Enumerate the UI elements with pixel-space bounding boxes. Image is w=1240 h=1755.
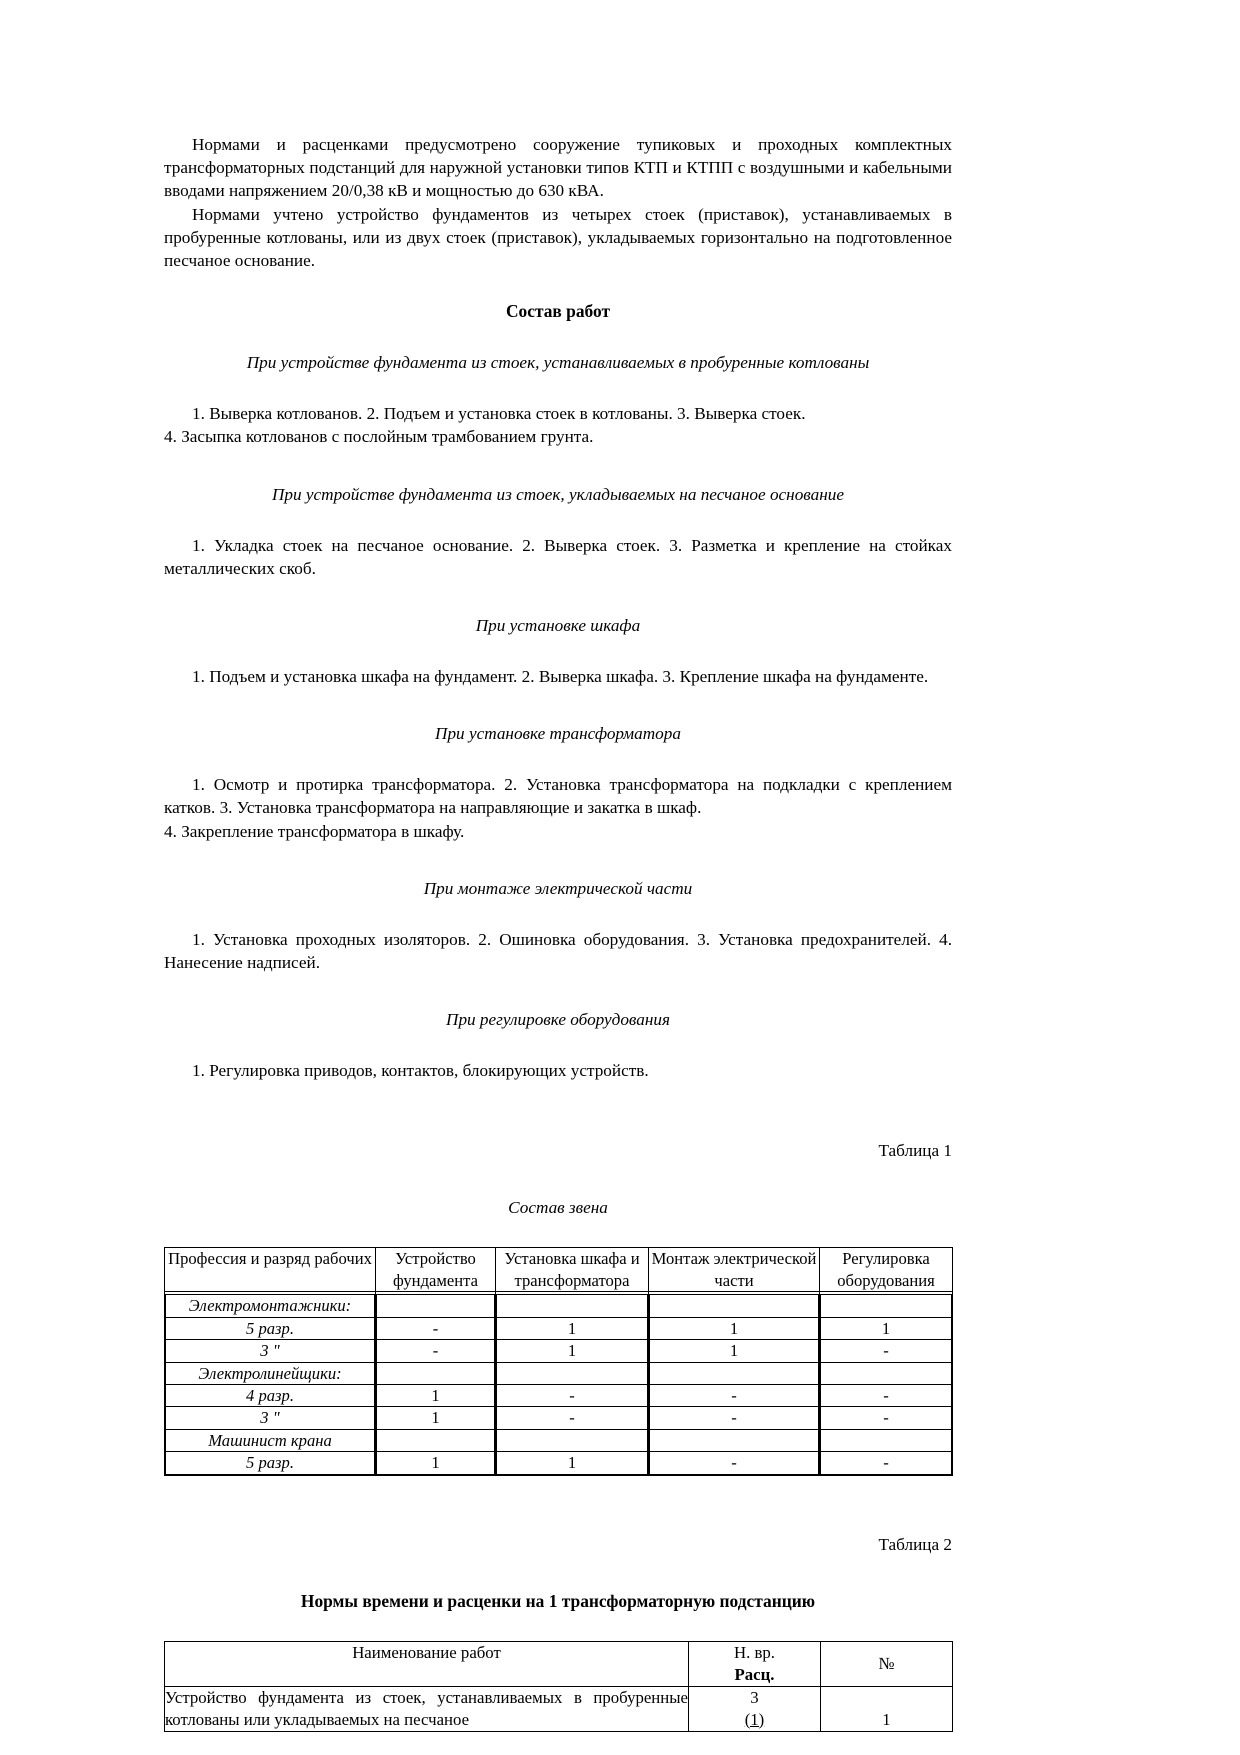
spacer-cell bbox=[497, 1295, 648, 1317]
table-header-row bbox=[165, 1641, 953, 1686]
table2-header-number: № bbox=[821, 1641, 953, 1686]
table-row bbox=[165, 1292, 953, 1475]
spacer bbox=[164, 900, 952, 928]
value-list bbox=[496, 1294, 648, 1474]
value-cell: 1 bbox=[497, 1452, 648, 1474]
value-cell: - bbox=[377, 1317, 495, 1339]
section-title-electrical-assembly: При монтаже электрической части bbox=[423, 878, 693, 898]
list-item bbox=[377, 1452, 495, 1474]
spacer-cell bbox=[377, 1362, 495, 1384]
works-composition-heading: Состав работ bbox=[505, 301, 610, 322]
list-item bbox=[650, 1295, 819, 1317]
list-item bbox=[377, 1429, 495, 1451]
spacer bbox=[164, 745, 952, 773]
profession-list bbox=[165, 1294, 375, 1474]
rank-label: 4 разр. bbox=[166, 1385, 375, 1407]
table-row bbox=[165, 1686, 953, 1731]
table1-header-adjustment: Регулировка оборудования bbox=[820, 1248, 953, 1292]
spacer bbox=[164, 843, 952, 877]
spacer-cell bbox=[821, 1429, 952, 1451]
value-cell: 1 bbox=[821, 1317, 952, 1339]
list-item bbox=[650, 1317, 819, 1339]
spacer bbox=[164, 1082, 952, 1116]
crew-composition-table bbox=[164, 1247, 953, 1475]
spacer bbox=[164, 1613, 952, 1641]
list-item bbox=[166, 1295, 375, 1317]
table2-header-work-name: Наименование работ bbox=[165, 1641, 689, 1686]
spacer bbox=[164, 1556, 952, 1590]
table1-label: Таблица 1 bbox=[878, 1141, 952, 1161]
norm-value: 3 bbox=[750, 1687, 759, 1707]
spacer-cell bbox=[821, 1295, 952, 1317]
value-cell: 1 bbox=[377, 1452, 495, 1474]
value-cell: - bbox=[650, 1385, 819, 1407]
section-line: 1. Выверка котлованов. 2. Подъем и установка стоек в котлованы. 3. Выверка стоек. bbox=[192, 404, 806, 424]
spacer bbox=[164, 374, 952, 402]
spacer bbox=[164, 272, 952, 300]
price-label: Расц. bbox=[734, 1664, 775, 1684]
spacer-cell bbox=[497, 1429, 648, 1451]
spacer bbox=[164, 1116, 952, 1139]
time-norms-table bbox=[164, 1641, 953, 1732]
list-item bbox=[166, 1385, 375, 1407]
spacer bbox=[164, 580, 952, 614]
list-item bbox=[821, 1295, 952, 1317]
table2-row-number: 1 bbox=[821, 1686, 953, 1731]
list-item bbox=[650, 1385, 819, 1407]
spacer-cell bbox=[650, 1362, 819, 1384]
spacer bbox=[164, 1219, 952, 1247]
list-item bbox=[166, 1429, 375, 1451]
price-value: (1) bbox=[744, 1709, 765, 1729]
document-page bbox=[164, 0, 952, 1732]
value-list bbox=[649, 1294, 819, 1474]
list-item bbox=[821, 1429, 952, 1451]
value-cell: 1 bbox=[650, 1340, 819, 1362]
list-item bbox=[650, 1340, 819, 1362]
section-line: 1. Установка проходных изоляторов. 2. Ошиновка оборудования. 3. Установка предохранителей. 4. Нанесение надписей. bbox=[164, 929, 952, 973]
section-line: 1. Подъем и установка шкафа на фундамент. 2. Выверка шкафа. 3. Крепление шкафа на фундаменте. bbox=[192, 667, 929, 687]
list-item bbox=[166, 1362, 375, 1384]
value-cell: 1 bbox=[377, 1407, 495, 1429]
table1-caption: Состав звена bbox=[508, 1198, 608, 1218]
value-cell: - bbox=[377, 1340, 495, 1362]
list-item bbox=[497, 1317, 648, 1339]
list-item bbox=[377, 1317, 495, 1339]
table1-foundation-column bbox=[376, 1292, 496, 1475]
list-item bbox=[377, 1340, 495, 1362]
list-item bbox=[650, 1429, 819, 1451]
value-cell: 1 bbox=[497, 1317, 648, 1339]
value-cell: 1 bbox=[497, 1340, 648, 1362]
table1-cabinet-transformer-column bbox=[496, 1292, 649, 1475]
spacer bbox=[164, 1031, 952, 1059]
value-cell: - bbox=[821, 1452, 952, 1474]
table2-norm-price-value bbox=[689, 1686, 821, 1731]
value-cell: - bbox=[650, 1452, 819, 1474]
list-item bbox=[497, 1362, 648, 1384]
table1-adjustment-column bbox=[820, 1292, 953, 1475]
spacer bbox=[164, 1476, 952, 1510]
value-list bbox=[820, 1294, 952, 1474]
spacer bbox=[164, 688, 952, 722]
list-item bbox=[821, 1317, 952, 1339]
value-cell: 1 bbox=[650, 1317, 819, 1339]
list-item bbox=[377, 1407, 495, 1429]
rank-label: 5 разр. bbox=[166, 1452, 375, 1474]
list-item bbox=[377, 1362, 495, 1384]
spacer-cell bbox=[497, 1362, 648, 1384]
spacer bbox=[164, 1162, 952, 1196]
list-item bbox=[166, 1317, 375, 1339]
list-item bbox=[497, 1452, 648, 1474]
list-item bbox=[377, 1295, 495, 1317]
list-item bbox=[821, 1362, 952, 1384]
section-line: 1. Укладка стоек на песчаное основание. 2. Выверка стоек. 3. Разметка и крепление на стойках металлических скоб. bbox=[164, 535, 952, 578]
table1-header-electrical: Монтаж электрической части bbox=[649, 1248, 820, 1292]
section-line: 1. Осмотр и протирка трансформатора. 2. Установка трансформатора на подкладки с креплением катков. 3. Установка трансформатора на направляющие и закатка в шкаф. bbox=[164, 775, 952, 818]
value-cell: - bbox=[821, 1407, 952, 1429]
list-item bbox=[497, 1407, 648, 1429]
list-item bbox=[166, 1407, 375, 1429]
rank-label: 3 " bbox=[166, 1407, 375, 1429]
list-item bbox=[650, 1407, 819, 1429]
value-cell: - bbox=[821, 1340, 952, 1362]
list-item bbox=[650, 1452, 819, 1474]
table-header-row bbox=[165, 1248, 953, 1292]
rank-label: 5 разр. bbox=[166, 1317, 375, 1339]
list-item bbox=[166, 1340, 375, 1362]
list-item bbox=[650, 1362, 819, 1384]
table1-header-profession: Профессия и разряд рабочих bbox=[165, 1248, 376, 1292]
list-item bbox=[821, 1407, 952, 1429]
list-item bbox=[821, 1452, 952, 1474]
table2-label: Таблица 2 bbox=[878, 1534, 952, 1554]
section-title-equipment-adjustment: При регулировке оборудования bbox=[446, 1010, 670, 1030]
intro-paragraph-1: Нормами и расценками предусмотрено сооружение тупиковых и проходных комплектных трансформаторных подстанций для наружной установки типов КТП и КТПП с воздушными и кабельными вводами напряжением 20/0,38 кВ и мощностью до 630 кВА. bbox=[164, 135, 952, 201]
spacer-cell bbox=[650, 1295, 819, 1317]
group-label: Электролинейщики: bbox=[166, 1362, 375, 1384]
section-title-foundation-drilled: При устройстве фундамента из стоек, устанавливаемых в пробуренные котлованы bbox=[246, 353, 870, 373]
table2-work-name: Устройство фундамента из стоек, устанавливаемых в пробуренные котлованы или укладываемых на песчаное bbox=[165, 1686, 689, 1731]
section-line: 1. Регулировка приводов, контактов, блокирующих устройств. bbox=[192, 1061, 649, 1081]
list-item bbox=[821, 1385, 952, 1407]
spacer bbox=[164, 637, 952, 665]
list-item bbox=[821, 1340, 952, 1362]
rank-label: 3 " bbox=[166, 1340, 375, 1362]
table2-header-norm-price bbox=[689, 1641, 821, 1686]
section-title-transformer-install: При установке трансформатора bbox=[435, 724, 681, 744]
list-item bbox=[497, 1295, 648, 1317]
group-label: Машинист крана bbox=[166, 1429, 375, 1451]
spacer-cell bbox=[377, 1429, 495, 1451]
list-item bbox=[377, 1385, 495, 1407]
table1-header-foundation: Устройство фундамента bbox=[376, 1248, 496, 1292]
section-line: 4. Засыпка котлованов с послойным трамбованием грунта. bbox=[164, 427, 594, 447]
section-title-foundation-sand: При устройстве фундамента из стоек, укладываемых на песчаное основание bbox=[272, 484, 844, 504]
table2-caption: Нормы времени и расценки на 1 трансформаторную подстанцию bbox=[300, 1590, 816, 1611]
value-cell: - bbox=[497, 1385, 648, 1407]
list-item bbox=[166, 1452, 375, 1474]
spacer bbox=[164, 323, 952, 351]
section-line: 4. Закрепление трансформатора в шкафу. bbox=[164, 821, 465, 841]
list-item bbox=[497, 1340, 648, 1362]
spacer bbox=[164, 449, 952, 483]
spacer-cell bbox=[377, 1295, 495, 1317]
intro-paragraph-2: Нормами учтено устройство фундаментов из четырех стоек (приставок), устанавливаемых в пробуренные котлованы, или из двух стоек (приставок), укладываемых горизонтально на подготовленное песчаное основание. bbox=[164, 204, 952, 271]
spacer bbox=[164, 974, 952, 1008]
value-list bbox=[376, 1294, 495, 1474]
spacer-cell bbox=[821, 1362, 952, 1384]
spacer bbox=[164, 506, 952, 534]
value-cell: - bbox=[821, 1385, 952, 1407]
value-cell: - bbox=[497, 1407, 648, 1429]
spacer bbox=[164, 1510, 952, 1533]
section-title-cabinet-install: При установке шкафа bbox=[475, 616, 641, 636]
table1-header-cabinet-transformer: Установка шкафа и трансформатора bbox=[496, 1248, 649, 1292]
table1-electrical-column bbox=[649, 1292, 820, 1475]
value-cell: - bbox=[650, 1407, 819, 1429]
list-item bbox=[497, 1429, 648, 1451]
spacer-cell bbox=[650, 1429, 819, 1451]
list-item bbox=[497, 1385, 648, 1407]
value-cell: 1 bbox=[377, 1385, 495, 1407]
norm-label: Н. вр. bbox=[733, 1642, 776, 1662]
table1-profession-column bbox=[165, 1292, 376, 1475]
group-label: Электромонтажники: bbox=[166, 1295, 375, 1317]
